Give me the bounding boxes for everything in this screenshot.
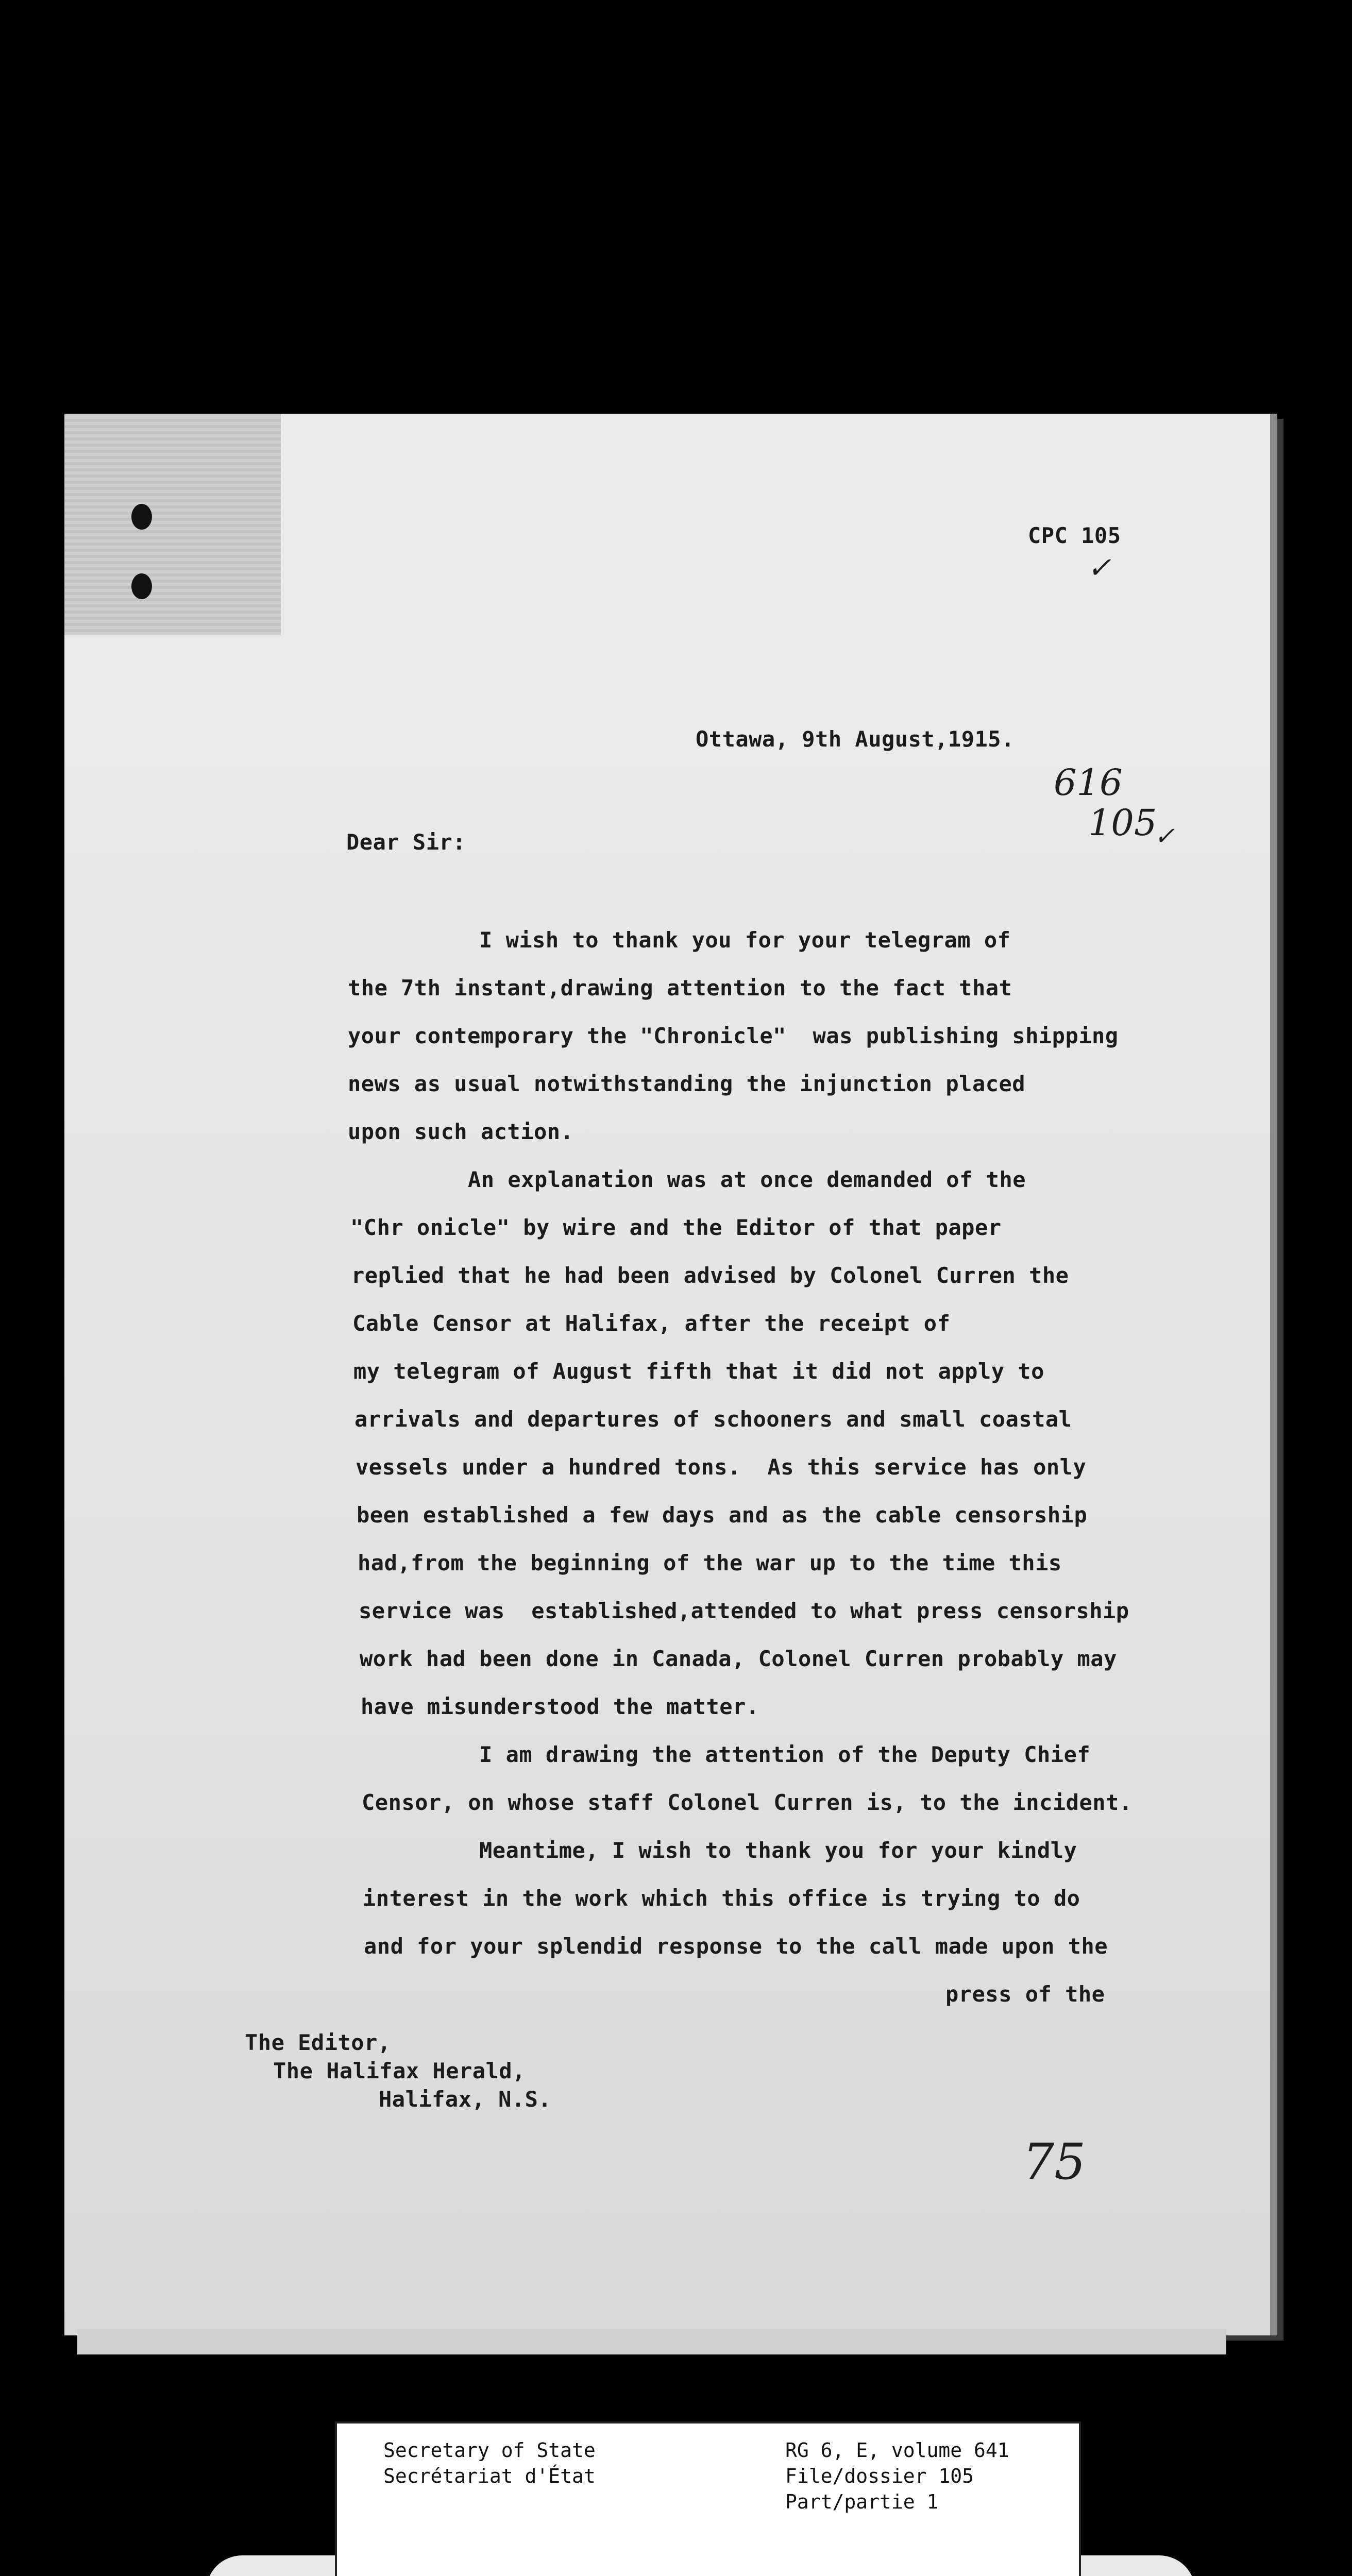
- page-number-handwritten: 75: [1023, 2133, 1086, 2191]
- record-group: RG 6, E, volume 641: [785, 2439, 1009, 2462]
- department-french: Secrétariat d'État: [383, 2465, 596, 2487]
- body-line: my telegram of August fifth that it did not apply to: [353, 1359, 1044, 1384]
- body-line: and for your splendid response to the call made upon the: [364, 1934, 1108, 1959]
- body-line: I wish to thank you for your telegram of: [479, 927, 1011, 953]
- body-line: I am drawing the attention of the Deputy Chief: [479, 1742, 1091, 1767]
- body-line: work had been done in Canada, Colonel Curren probably may: [360, 1646, 1117, 1671]
- body-line: your contemporary the "Chronicle" was publishing shipping: [348, 1023, 1119, 1048]
- body-line: been established a few days and as the cable censorship: [357, 1502, 1088, 1528]
- margin-tick: ✓: [1154, 822, 1175, 851]
- department-english: Secretary of State: [383, 2439, 596, 2462]
- binder-tab: [64, 414, 281, 635]
- salutation: Dear Sir:: [346, 829, 466, 855]
- punch-hole-top: [131, 504, 152, 530]
- body-line: had,from the beginning of the war up to the time this: [358, 1550, 1062, 1575]
- punch-hole-bottom: [131, 573, 152, 599]
- recipient-line: The Editor,: [245, 2030, 391, 2055]
- recipient-line: The Halifax Herald,: [273, 2058, 526, 2083]
- archive-reference-label: [335, 2421, 1081, 2576]
- reference-check-mark: ✓: [1087, 551, 1111, 585]
- body-line: the 7th instant,drawing attention to the fact that: [348, 975, 1012, 1001]
- body-line: news as usual notwithstanding the injunction placed: [348, 1071, 1026, 1096]
- part-number: Part/partie 1: [785, 2490, 939, 2513]
- body-line: arrivals and departures of schooners and small coastal: [354, 1406, 1072, 1432]
- file-reference: CPC 105: [1028, 523, 1121, 548]
- file-number: File/dossier 105: [785, 2465, 974, 2487]
- body-line: Censor, on whose staff Colonel Curren is, to the incident.: [362, 1790, 1133, 1815]
- body-line: vessels under a hundred tons. As this service has only: [356, 1454, 1087, 1480]
- body-line: press of the: [945, 1981, 1105, 2007]
- body-line: Meantime, I wish to thank you for your kindly: [479, 1838, 1077, 1863]
- body-line: Cable Censor at Halifax, after the receipt of: [352, 1311, 951, 1336]
- margin-annotation: 616 105: [1054, 761, 1157, 844]
- body-line: upon such action.: [348, 1119, 574, 1144]
- page-bottom-edge: [77, 2329, 1226, 2354]
- body-line: replied that he had been advised by Colonel Curren the: [351, 1263, 1069, 1288]
- letter-date: Ottawa, 9th August,1915.: [696, 726, 1015, 752]
- body-line: An explanation was at once demanded of the: [468, 1167, 1026, 1192]
- body-line: "Chr onicle" by wire and the Editor of that paper: [350, 1215, 1002, 1240]
- body-line: have misunderstood the matter.: [361, 1694, 759, 1719]
- recipient-line: Halifax, N.S.: [379, 2087, 552, 2112]
- body-line: interest in the work which this office is trying to do: [363, 1886, 1080, 1911]
- body-line: service was established,attended to what press censorship: [359, 1598, 1129, 1623]
